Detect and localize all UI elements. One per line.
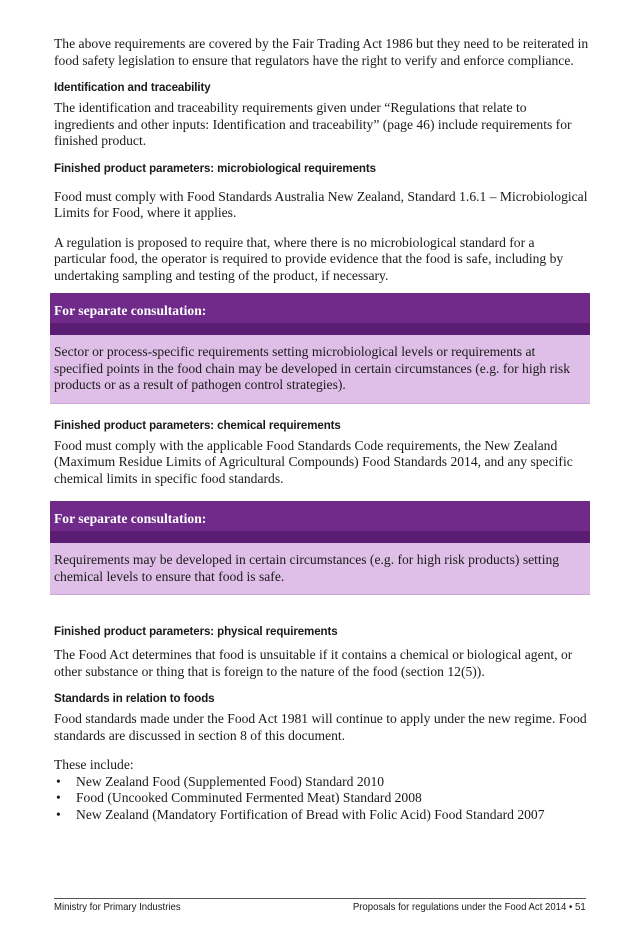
paragraph-these-include: These include: [54,757,134,772]
paragraph-identification: The identification and traceability requirements given under “Regulations that relate to ingredients and other inputs: Identification and traceability” (page 46) include requirements for finished product. [54,100,572,148]
consultation-box-text: Sector or process-specific requirements setting microbiological levels or requirements at specified points in the food chain may be developed in certain circumstances (e.g. for high risk products or as a result of pathogen control strategies). [54,344,571,392]
heading-standards: Standards in relation to foods [54,691,215,705]
paragraph-physical: The Food Act determines that food is unsuitable if it contains a chemical or biological agent, or other substance or thing that is foreign to the nature of the food (section 12(5)). [54,647,573,679]
consultation-box-title: For separate consultation: [50,293,590,335]
consultation-box-title: For separate consultation: [50,501,590,543]
page-footer [54,898,586,913]
consultation-box-text: Requirements may be developed in certain circumstances (e.g. for high risk products) setting chemical levels to ensure that food is safe. [54,552,560,584]
page-content [54,36,590,823]
standards-list [54,774,590,824]
heading-identification: Identification and traceability [54,80,211,94]
consultation-box-body [50,335,590,404]
footer-publisher: Ministry for Primary Industries [54,902,181,913]
paragraph-micro-standard: Food must comply with Food Standards Australia New Zealand, Standard 1.6.1 – Microbiological Limits for Food, where it applies. [54,188,588,220]
list-item: • New Zealand (Mandatory Fortification of Bread with Folic Acid) Food Standard 2007 [54,807,590,824]
paragraph-fair-trading: The above requirements are covered by the Fair Trading Act 1986 but they need to be reiterated in food safety legislation to ensure that regulators have the right to verify and enforce compliance. [54,36,589,68]
paragraph-micro-regulation: A regulation is proposed to require that, where there is no microbiological standard for a particular food, the operator is required to provide evidence that the food is safe, including by undertaking sampling and testing of the product, if necessary. [54,234,564,283]
heading-microbiological: Finished product parameters: microbiological requirements [54,160,376,175]
heading-physical: Finished product parameters: physical requirements [54,624,338,638]
paragraph-chemical: Food must comply with the applicable Food Standards Code requirements, the New Zealand (Maximum Residue Limits of Agricultural Compounds) Food Standards 2014, and any specific chemical limits in specific food standards. [54,437,573,486]
consultation-box-chemical [50,501,590,595]
consultation-box-microbiological [50,293,590,404]
heading-chemical: Finished product parameters: chemical requirements [54,417,341,432]
consultation-box-body [50,543,590,595]
list-item: • Food (Uncooked Comminuted Fermented Meat) Standard 2008 [54,790,590,807]
footer-document-title: Proposals for regulations under the Food Act 2014 • 51 [353,902,586,913]
paragraph-standards: Food standards made under the Food Act 1981 will continue to apply under the new regime. Food standards are discussed in section 8 of this document. [54,711,587,743]
list-item: • New Zealand Food (Supplemented Food) Standard 2010 [54,774,590,791]
